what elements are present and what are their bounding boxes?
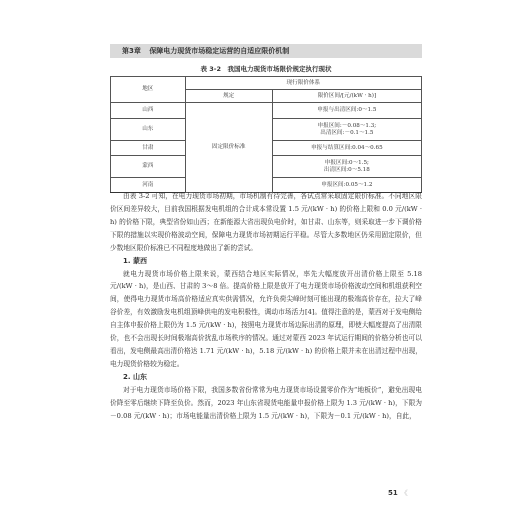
cell-region: 山东 [111, 119, 186, 141]
col-header-range: 限价区间/[元/(kW · h)] [272, 90, 421, 103]
table-row [111, 103, 422, 119]
cell-range: 申报与出清区间:0～1.5 [272, 103, 421, 119]
chapter-title: 保障电力现货市场稳定运营的自适应限价机制 [149, 47, 290, 55]
cell-region: 甘肃 [111, 141, 186, 156]
chapter-number: 第3章 [122, 47, 141, 55]
paragraph: 就电力现货市场价格上限来说，蒙西结合地区实际情况，率先大幅度放开出清价格上限至 5.18 元/(kW · h)，是山西、甘肃的 3～8 倍。提高价格上限是放开了电力现货市场价格波动空间和机组获利空间，使得电力现货市场高价格适应真实供需情况，允许负荷尖峰时刻可能出现的极端高价存在，拉大了峰谷价差，有效激励发电机组顶峰供电的发电积极性，调动市场活力[4]。值得注意的是，蒙西对于发电侧给自主体申报价格上限仍为 1.5 元/(kW · h)，按照电力现货市场边际出清的原理，即使大幅度提高了出清限价，也不会出现长时间极端高价扰乱市场秩序的情况。通过对蒙西 2023 年试运行期间的价格分析也可以看出，发电侧最高出清价格达 1.71 元/(kW · h)，5.18 元/(kW · h) 的价格上限并未在出清过程中出现，电力现货价格较为稳定。 [110, 269, 422, 368]
cell-range: 申报与结算区间:0.04～0.65 [272, 141, 421, 156]
price-limit-table [110, 76, 422, 193]
table-caption: 表 3-2 我国电力现货市场限价规定执行现状 [200, 65, 332, 73]
col-header-group: 现行限价体系 [185, 77, 421, 90]
col-header-rule: 规定 [185, 90, 272, 103]
section-heading: 2. 山东 [123, 372, 147, 381]
cell-region: 蒙西 [111, 156, 186, 178]
cell-range: 申报区间:0.05～1.2 [272, 178, 421, 193]
cell-rule: 固定限价标准 [185, 103, 272, 193]
paragraph: 对于电力现货市场价格下限，我国多数省份常常为电力现货市场设置零价作为“地板价”，避免出现电价降至零后继续下降至负价。然而，2023 年山东省现货电能量申报价格上限为 1.3 元/(kW · h)，下限为－0.08 元/(kW · h)；市场电能量出清价格上限为 1.5 元/(kW · h)，下限为－0.1 元/(kW · h)，自此， [110, 385, 422, 420]
section-heading: 1. 蒙西 [123, 256, 147, 265]
page-number: 51 《 [388, 489, 408, 497]
chevron-left-icon: 《 [400, 489, 408, 497]
running-header [110, 44, 422, 58]
body-text [110, 190, 422, 423]
paragraph: 由表 3-2 可知，在电力现货市场初期，市场机制有待完善，各试点常采取固定限价标准。不同地区限价区间差异较大，目前我国根据发电机组的合计成本常设置 1.5 元/(kW · h) 的价格上限和 0.0 元/(kW · h) 的价格下限，典型省份如山西；在新能源大省出现负电价时，如甘肃、山东等，则采取进一步下调价格下限的措施以实现价格波动空间，保障电力现货市场初期运行平稳。尽管大多数地区仍采用固定限价，但少数地区限价标准已不同程度地做出了新的尝试。 [110, 192, 422, 252]
cell-region: 山西 [111, 103, 186, 119]
cell-range: 申报区间:－0.08～1.3; 出清区间:－0.1～1.5 [272, 119, 421, 141]
cell-region: 河南 [111, 178, 186, 193]
cell-range: 申报区间:0～1.5; 出清区间:0～5.18 [272, 156, 421, 178]
col-header-region: 地区 [111, 77, 186, 103]
table-header-row [111, 77, 422, 90]
